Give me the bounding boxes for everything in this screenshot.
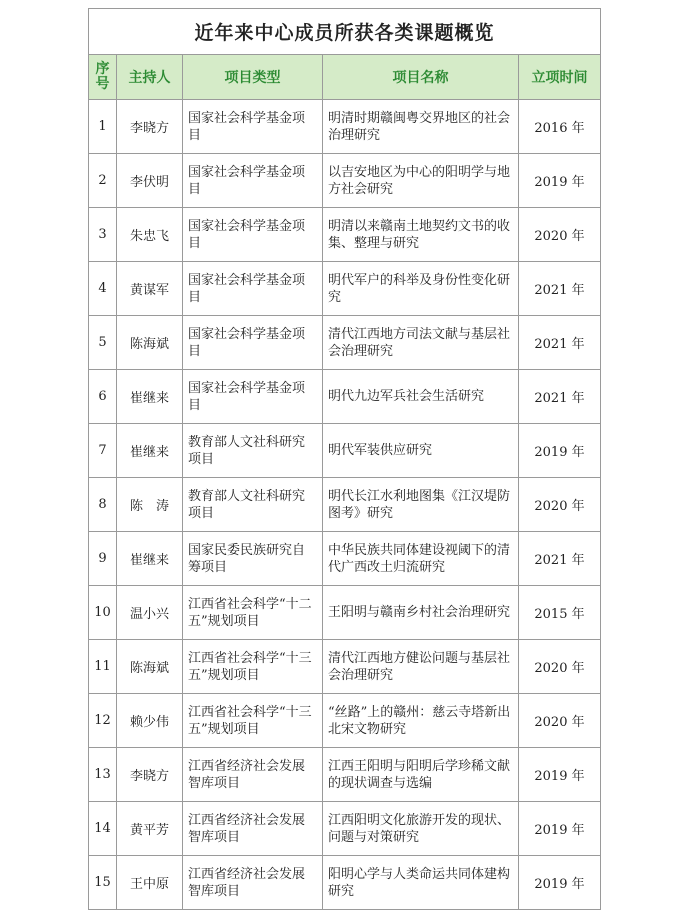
- table-row: [89, 694, 601, 748]
- header-name: 项目名称: [323, 55, 519, 100]
- row-type: 江西省社会科学“十三五”规划项目: [183, 694, 323, 748]
- header-seq: 序号: [89, 55, 117, 100]
- table-row: [89, 478, 601, 532]
- row-seq: 3: [89, 208, 117, 262]
- table-row: [89, 748, 601, 802]
- row-title: 江西王阳明与阳明后学珍稀文献的现状调查与选编: [323, 748, 519, 802]
- row-type: 江西省经济社会发展智库项目: [183, 856, 323, 910]
- row-host: 赖少伟: [117, 694, 183, 748]
- table-row: [89, 856, 601, 910]
- row-host: 李伏明: [117, 154, 183, 208]
- row-type: 国家社会科学基金项目: [183, 316, 323, 370]
- row-title: 清代江西地方健讼问题与基层社会治理研究: [323, 640, 519, 694]
- row-year: 2020 年: [519, 478, 601, 532]
- row-host: 陈海斌: [117, 640, 183, 694]
- table-row: [89, 640, 601, 694]
- table-row: [89, 370, 601, 424]
- row-type: 江西省经济社会发展智库项目: [183, 802, 323, 856]
- table-row: [89, 316, 601, 370]
- row-year: 2021 年: [519, 532, 601, 586]
- table-row: [89, 154, 601, 208]
- row-seq: 13: [89, 748, 117, 802]
- row-year: 2019 年: [519, 802, 601, 856]
- row-year: 2019 年: [519, 424, 601, 478]
- row-type: 江西省社会科学“十三五”规划项目: [183, 640, 323, 694]
- row-seq: 6: [89, 370, 117, 424]
- row-year: 2019 年: [519, 748, 601, 802]
- row-type: 国家社会科学基金项目: [183, 100, 323, 154]
- row-seq: 9: [89, 532, 117, 586]
- row-host: 陈 涛: [117, 478, 183, 532]
- row-year: 2020 年: [519, 694, 601, 748]
- header-time: 立项时间: [519, 55, 601, 100]
- row-host: 王中原: [117, 856, 183, 910]
- row-year: 2016 年: [519, 100, 601, 154]
- row-title: 明清时期赣闽粤交界地区的社会治理研究: [323, 100, 519, 154]
- table-row: [89, 532, 601, 586]
- table-row: [89, 262, 601, 316]
- row-year: 2020 年: [519, 208, 601, 262]
- row-type: 教育部人文社科研究项目: [183, 478, 323, 532]
- row-host: 崔继来: [117, 532, 183, 586]
- row-host: 黄平芳: [117, 802, 183, 856]
- row-host: 黄谋军: [117, 262, 183, 316]
- row-type: 国家社会科学基金项目: [183, 154, 323, 208]
- row-year: 2021 年: [519, 316, 601, 370]
- row-host: 崔继来: [117, 370, 183, 424]
- row-seq: 2: [89, 154, 117, 208]
- row-seq: 4: [89, 262, 117, 316]
- row-title: 王阳明与赣南乡村社会治理研究: [323, 586, 519, 640]
- row-host: 李晓方: [117, 748, 183, 802]
- row-type: 国家社会科学基金项目: [183, 370, 323, 424]
- row-title: 中华民族共同体建设视阈下的清代广西改土归流研究: [323, 532, 519, 586]
- row-host: 温小兴: [117, 586, 183, 640]
- row-title: 阳明心学与人类命运共同体建构研究: [323, 856, 519, 910]
- row-host: 李晓方: [117, 100, 183, 154]
- row-year: 2015 年: [519, 586, 601, 640]
- table-row: [89, 424, 601, 478]
- row-title: 明清以来赣南土地契约文书的收集、整理与研究: [323, 208, 519, 262]
- row-seq: 15: [89, 856, 117, 910]
- row-seq: 10: [89, 586, 117, 640]
- row-type: 国家社会科学基金项目: [183, 262, 323, 316]
- row-host: 陈海斌: [117, 316, 183, 370]
- table-row: [89, 208, 601, 262]
- row-seq: 8: [89, 478, 117, 532]
- row-year: 2021 年: [519, 370, 601, 424]
- table-row: [89, 802, 601, 856]
- table-row: [89, 586, 601, 640]
- table-title: 近年来中心成员所获各类课题概览: [89, 9, 601, 55]
- header-host: 主持人: [117, 55, 183, 100]
- row-type: 江西省经济社会发展智库项目: [183, 748, 323, 802]
- table-row: [89, 100, 601, 154]
- row-seq: 11: [89, 640, 117, 694]
- project-table-sheet: [88, 8, 600, 910]
- row-title: 明代军户的科举及身份性变化研究: [323, 262, 519, 316]
- row-seq: 5: [89, 316, 117, 370]
- row-year: 2021 年: [519, 262, 601, 316]
- row-seq: 12: [89, 694, 117, 748]
- row-host: 朱忠飞: [117, 208, 183, 262]
- row-seq: 1: [89, 100, 117, 154]
- row-year: 2019 年: [519, 154, 601, 208]
- row-host: 崔继来: [117, 424, 183, 478]
- row-seq: 7: [89, 424, 117, 478]
- row-title: “丝路”上的赣州：慈云寺塔新出北宋文物研究: [323, 694, 519, 748]
- row-type: 国家社会科学基金项目: [183, 208, 323, 262]
- header-row: [89, 55, 601, 100]
- row-title: 明代军装供应研究: [323, 424, 519, 478]
- project-table: [88, 8, 601, 910]
- header-type: 项目类型: [183, 55, 323, 100]
- row-title: 以吉安地区为中心的阳明学与地方社会研究: [323, 154, 519, 208]
- row-title: 明代九边军兵社会生活研究: [323, 370, 519, 424]
- row-title: 明代长江水利地图集《江汉堤防图考》研究: [323, 478, 519, 532]
- row-type: 江西省社会科学“十二五”规划项目: [183, 586, 323, 640]
- row-title: 江西阳明文化旅游开发的现状、问题与对策研究: [323, 802, 519, 856]
- row-year: 2020 年: [519, 640, 601, 694]
- row-seq: 14: [89, 802, 117, 856]
- row-type: 教育部人文社科研究项目: [183, 424, 323, 478]
- row-type: 国家民委民族研究自筹项目: [183, 532, 323, 586]
- row-title: 清代江西地方司法文献与基层社会治理研究: [323, 316, 519, 370]
- row-year: 2019 年: [519, 856, 601, 910]
